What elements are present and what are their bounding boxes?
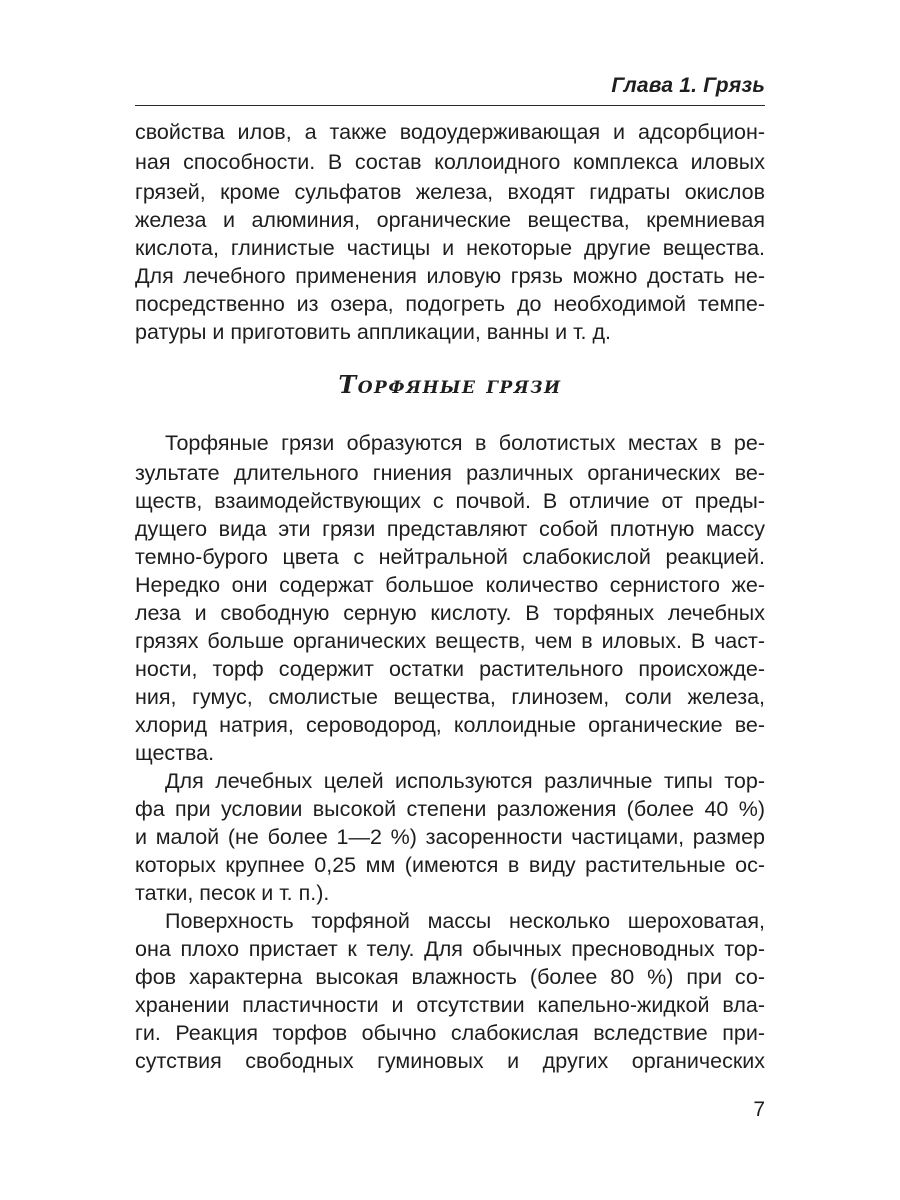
header-divider [135,105,765,106]
text-line: зультате длительного гниения различных органических ве- [135,461,765,485]
text-line: ратуры и приготовить аппликации, ванны и т. д. [135,320,612,344]
text-line: грязях больше органических веществ, чем в иловых. В част- [135,629,765,653]
text-line: темно-бурого цвета с нейтральной слабокислой реакцией. [135,545,765,569]
text-line: кислота, глинистые частицы и некоторые другие вещества. [135,236,765,260]
text-line: железа и алюминия, органические вещества, кремниевая [135,208,765,232]
text-line: ности, торф содержит остатки растительного происхожде- [135,657,765,681]
text-line: Для лечебных целей используются различные типы тор- [165,769,765,793]
text-line: ная способности. В состав коллоидного комплекса иловых [135,150,765,174]
text-line: фа при условии высокой степени разложения (более 40 %) [135,797,765,821]
text-line: Торфяные грязи образуются в болотистых местах в ре- [165,431,765,455]
text-line: ги. Реакция торфов обычно слабокислая вследствие при- [135,1021,765,1045]
text-line: леза и свободную серную кислоту. В торфяных лечебных [135,601,765,625]
text-line: посредственно из озера, подогреть до необходимой темпе- [135,292,765,316]
section-title: Торфяные грязи [338,370,562,399]
text-line: хранении пластичности и отсутствии капельно-жидкой вла- [135,993,765,1017]
text-line: она плохо пристает к телу. Для обычных пресноводных тор- [135,937,765,961]
text-line: дущего вида эти грязи представляют собой плотную массу [135,517,765,541]
text-line: фов характерна высокая влажность (более 80 %) при со- [135,965,765,989]
text-line: сутствия свободных гуминовых и других органических [135,1049,765,1073]
chapter-running-head: Глава 1. Грязь [611,74,765,97]
text-line: щества. [135,741,215,765]
text-line: татки, песок и т. п.). [135,881,330,905]
text-line: свойства илов, а также водоудерживающая и адсорбцион- [135,120,765,144]
text-line: ществ, взаимодействующих с почвой. В отличие от преды- [135,489,765,513]
text-line: которых крупнее 0,25 мм (имеются в виду растительные ос- [135,853,765,877]
page-number: 7 [753,1098,765,1121]
text-line: Нередко они содержат большое количество сернистого же- [135,573,765,597]
text-line: грязей, кроме сульфатов железа, входят гидраты окислов [135,180,765,204]
text-line: хлорид натрия, сероводород, коллоидные органические ве- [135,713,765,737]
text-line: и малой (не более 1—2 %) засоренности частицами, размер [135,825,765,849]
text-line: Для лечебного применения иловую грязь можно достать не- [135,264,765,288]
text-line: Поверхность торфяной массы несколько шероховатая, [165,909,765,933]
text-line: ния, гумус, смолистые вещества, глинозем, соли железа, [135,685,765,709]
